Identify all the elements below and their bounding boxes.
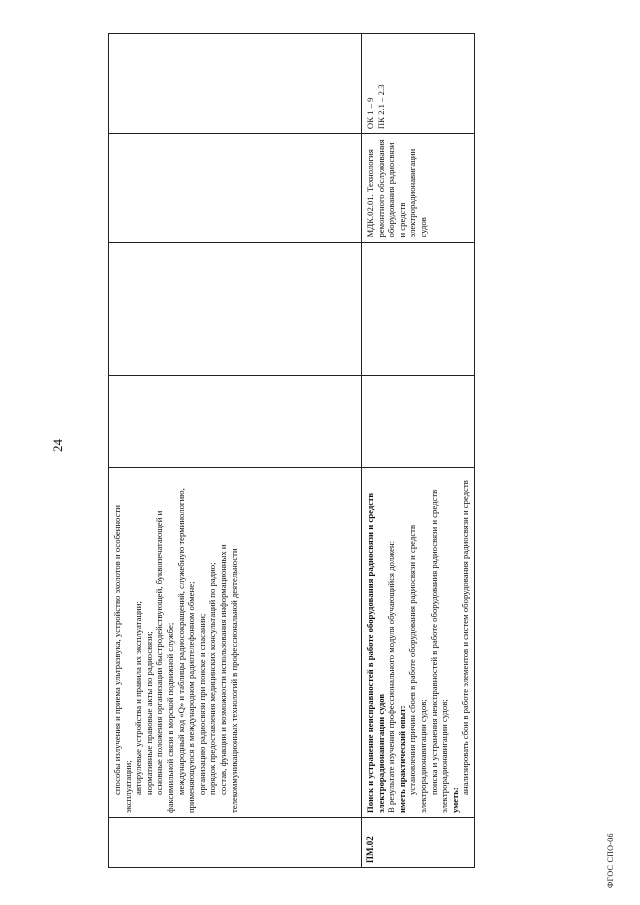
content-paragraph: нормативные правовые акты по радиосвязи; (143, 631, 154, 795)
hours-cell-2 (109, 242, 362, 375)
table-row (362, 34, 475, 868)
content-paragraph: порядок предоставления медицинских консультаций по радио; (207, 562, 218, 795)
hours-cell (362, 375, 475, 467)
competencies-cell (109, 34, 362, 134)
content-cell (109, 467, 362, 817)
competency-code: ПК 2.1 – 2.3 (375, 84, 386, 130)
table-row (109, 34, 362, 868)
content-paragraph: поиска и устранения неисправностей в работе оборудования радиосвязи и средств электрорадионавигации судов; (428, 489, 450, 813)
content-paragraph: способы излучения и приема ультразвука, устройство эхолотов и особенности эксплуатации; (112, 505, 133, 813)
content-paragraph: основные положения организации быстродействующей, буквопечатающей и факсимильной связи в морской подвижной службе; (154, 510, 176, 813)
content-paragraph: иметь практический опыт: (396, 705, 407, 813)
content-paragraph: уметь: (449, 787, 460, 813)
curriculum-table-sheet (108, 33, 471, 868)
content-paragraph: международный код «Q» и таблицы радиосокращений, служебную терминологию, применяющуюся в международном радиотелефонном обмене; (175, 488, 197, 813)
content-paragraph: состав, функции и возможности использования информационных и телекоммуникационных технологий в профессиональной деятельности (218, 544, 239, 813)
content-cell (362, 467, 475, 817)
content-paragraph: организацию радиосвязи при поиске и спасании; (196, 613, 207, 795)
curriculum-table (108, 33, 475, 868)
content-paragraph: Поиск и устранение неисправностей в работе оборудования радиосвязи и средств электрорадионавигации судов (365, 492, 386, 813)
content-paragraph: анализировать сбои в работе элементов и систем оборудования радиосвязи и средств (460, 480, 471, 795)
content-paragraph: В результате изучения профессионального модуля обучающийся должен: (386, 540, 397, 813)
page-number: 24 (50, 439, 65, 452)
mdk-cell (109, 134, 362, 242)
hours-cell-2 (362, 242, 475, 375)
competencies-cell (362, 34, 475, 134)
content-paragraph: установления причин сбоев в работе оборудования радиосвязи и средств электрорадионавигации судов; (407, 524, 429, 813)
competency-code: ОК 1 – 9 (365, 97, 375, 130)
footer-mark: ФГОС СПО-06 (606, 833, 615, 888)
mdk-cell: МДК.02.01. Технология ремонтного обслуживания оборудования радиосвязи и средств электрорадионавигации судов (362, 134, 475, 242)
module-code-cell (109, 817, 362, 867)
content-paragraph: авторулевые устройства и правила их эксплуатации; (133, 601, 144, 795)
module-code-cell: ПМ.02 (362, 817, 475, 867)
hours-cell (109, 375, 362, 467)
